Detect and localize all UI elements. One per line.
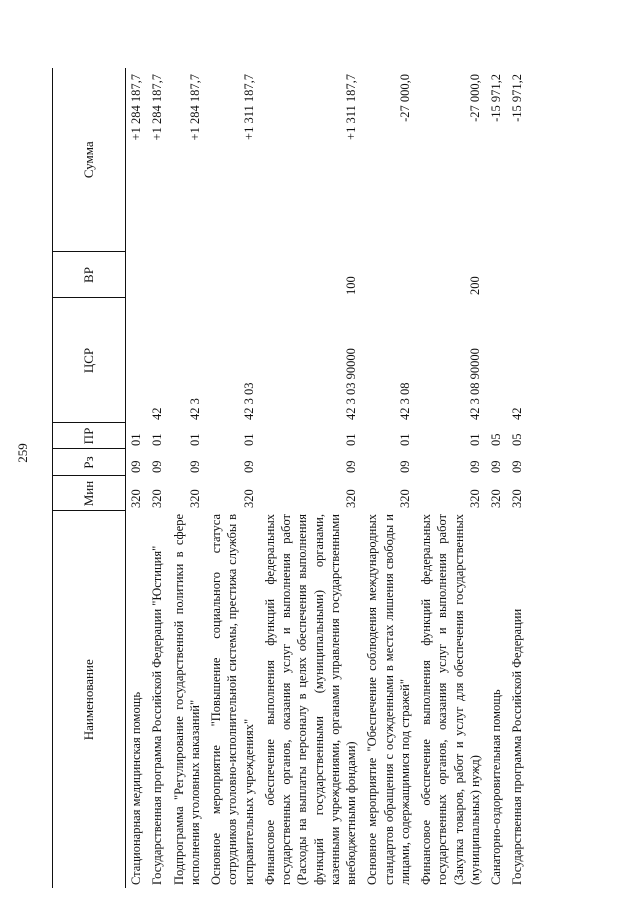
cell-sum: +1 284 187,7: [129, 74, 143, 141]
cell-pr: 01: [241, 433, 256, 446]
cell-sum: -27 000,0: [467, 74, 482, 122]
cell-csr: [486, 298, 507, 423]
cell-min: 320: [187, 489, 202, 508]
cell-csr: 42: [150, 407, 165, 420]
header-rz: Рз: [53, 449, 126, 476]
header-pr: ПР: [53, 423, 126, 449]
cell-vr: [486, 252, 507, 298]
header-min: Мин: [53, 476, 126, 511]
page-number: 259: [14, 442, 30, 463]
cell-rz: 09: [489, 460, 503, 473]
cell-rz: 09: [187, 460, 202, 473]
cell-sum: +1 311 187,7: [241, 74, 256, 140]
header-csr: ЦСР: [53, 298, 126, 423]
cell-name: Основное мероприятие "Повышение социального статуса сотрудников уголовно-исполнительной системы, престижа службы в исправительных учреждениях": [209, 514, 256, 885]
cell-vr: 100: [344, 276, 358, 295]
cell-sum: +1 311 187,7: [344, 74, 358, 140]
cell-sum: +1 284 187,7: [150, 74, 165, 141]
cell-csr: 42 3 03: [241, 382, 256, 420]
cell-name: Государственная программа Российской Федерации "Юстиция": [150, 545, 165, 885]
cell-name: Государственная программа Российской Федерации: [510, 608, 525, 885]
cell-pr: 01: [467, 433, 482, 446]
cell-name: Подпрограмма "Регулирование государственной политики в сфере исполнения уголовных наказаний": [171, 514, 202, 885]
header-vr: ВР: [53, 252, 126, 298]
cell-rz: 09: [150, 460, 165, 473]
table-row: [486, 68, 507, 888]
page-number-area: [0, 0, 45, 905]
cell-min: 320: [241, 489, 256, 508]
cell-vr: [169, 252, 207, 298]
cell-rz: 09: [129, 460, 143, 473]
cell-pr: 05: [489, 433, 503, 446]
cell-pr: 01: [397, 433, 412, 446]
cell-csr: 42 3 08 90000: [467, 348, 482, 420]
cell-rz: 09: [510, 460, 525, 473]
budget-table-container: [52, 68, 577, 888]
table-row: [147, 68, 168, 888]
cell-vr: [147, 252, 168, 298]
table-header-row: [53, 68, 126, 888]
table-row: [206, 68, 260, 888]
cell-vr: [507, 252, 528, 298]
cell-csr: [126, 298, 148, 423]
cell-sum: -15 971,2: [489, 74, 503, 122]
header-sum: Сумма: [53, 68, 126, 252]
cell-csr: 42: [510, 407, 525, 420]
cell-vr: [126, 252, 148, 298]
cell-csr: 42 3 08: [397, 382, 412, 420]
cell-sum: -27 000,0: [397, 74, 412, 122]
table-row: [126, 68, 148, 888]
budget-table: [52, 68, 529, 888]
cell-csr: 42 3 03 90000: [344, 348, 358, 420]
cell-min: 320: [344, 489, 358, 508]
cell-sum: -15 971,2: [510, 74, 525, 122]
cell-name: Финансовое обеспечение выполнения функций федеральных государственных органов, оказания услуг и выполнения работ (Расходы на выплаты персоналу в целях обеспечения выполнения функций государственными (муниципальными) органами, казенными учреждениями, органами управления государственными внебюджетными фондами): [262, 514, 358, 885]
cell-pr: 01: [150, 433, 165, 446]
cell-vr: 200: [467, 276, 482, 295]
cell-min: 320: [467, 489, 482, 508]
cell-name: Санаторно-оздоровительная помощь: [489, 689, 503, 885]
cell-min: 320: [510, 489, 525, 508]
cell-min: 320: [489, 489, 503, 508]
table-row: [169, 68, 207, 888]
cell-vr: [362, 252, 416, 298]
table-row: [507, 68, 528, 888]
cell-rz: 09: [397, 460, 412, 473]
cell-pr: 01: [187, 433, 202, 446]
cell-rz: 09: [241, 460, 256, 473]
cell-name: Финансовое обеспечение выполнения функций федеральных государственных органов, оказания услуг и выполнения работ (Закупка товаров, работ и услуг для обеспечения государственных (муниципальных) нужд): [419, 514, 482, 885]
cell-vr: [206, 252, 260, 298]
cell-rz: 09: [467, 460, 482, 473]
cell-min: 320: [129, 489, 143, 508]
cell-pr: 01: [344, 433, 358, 446]
cell-pr: 01: [129, 433, 143, 446]
table-row: [416, 68, 486, 888]
cell-name: Основное мероприятие "Обеспечение соблюдения международных стандартов обращения с осужденными в местах лишения свободы и лицами, содержащимися под стражей": [365, 514, 412, 885]
cell-min: 320: [397, 489, 412, 508]
cell-name: Стационарная медицинская помощь: [129, 691, 143, 885]
cell-min: 320: [150, 489, 165, 508]
table-row: [362, 68, 416, 888]
cell-rz: 09: [344, 460, 358, 473]
cell-csr: 42 3: [187, 398, 202, 420]
cell-sum: +1 284 187,7: [187, 74, 202, 141]
cell-pr: 05: [510, 433, 525, 446]
header-name: Наименование: [53, 511, 126, 888]
table-row: [260, 68, 363, 888]
